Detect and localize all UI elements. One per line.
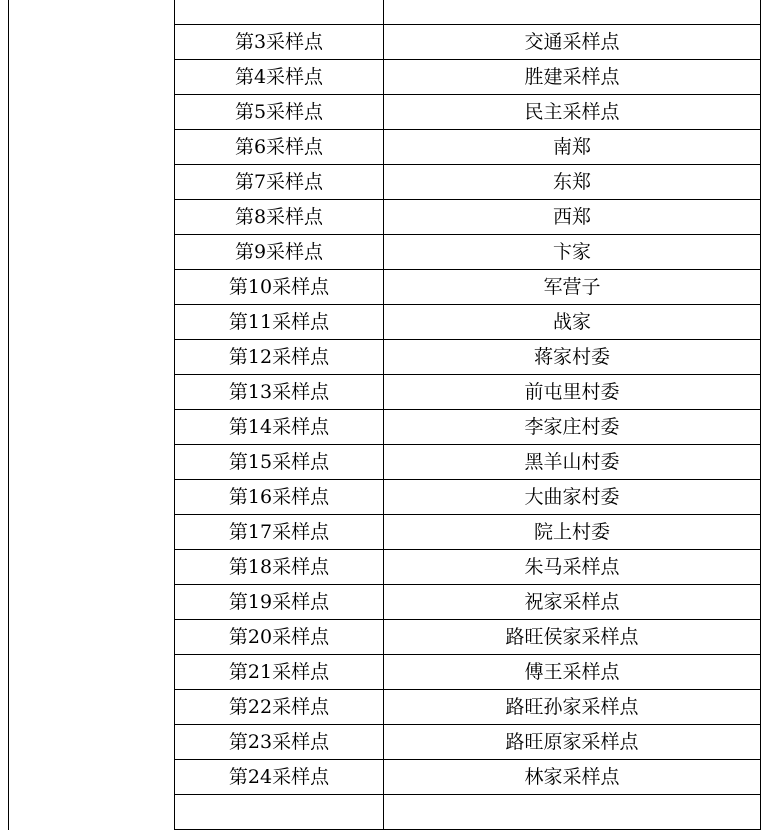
sampling-site-name-cell: 胜建采样点 — [384, 60, 761, 95]
sampling-site-name-cell: 卞家 — [384, 235, 761, 270]
sampling-point-index-cell: 第5采样点 — [175, 95, 384, 130]
left-blank-cell — [9, 690, 175, 725]
table-row — [9, 0, 761, 25]
table-row — [9, 130, 761, 165]
table-row — [9, 620, 761, 655]
table-row — [9, 725, 761, 760]
left-blank-cell — [9, 60, 175, 95]
left-blank-cell — [9, 410, 175, 445]
left-blank-cell — [9, 0, 175, 25]
left-blank-cell — [9, 795, 175, 830]
sampling-point-index-cell: 第19采样点 — [175, 585, 384, 620]
sampling-points-table-body — [9, 0, 761, 830]
sampling-site-name-cell: 战家 — [384, 305, 761, 340]
left-blank-cell — [9, 620, 175, 655]
table-row — [9, 655, 761, 690]
table-row — [9, 585, 761, 620]
sampling-point-index-cell: 第13采样点 — [175, 375, 384, 410]
sampling-point-index-cell: 第18采样点 — [175, 550, 384, 585]
sampling-site-name-cell: 东郑 — [384, 165, 761, 200]
sampling-point-index-cell: 第3采样点 — [175, 25, 384, 60]
left-blank-cell — [9, 585, 175, 620]
sampling-site-name-cell — [384, 0, 761, 25]
sampling-site-name-cell: 路旺侯家采样点 — [384, 620, 761, 655]
left-blank-cell — [9, 550, 175, 585]
table-row — [9, 340, 761, 375]
sampling-point-index-cell: 第14采样点 — [175, 410, 384, 445]
table-row — [9, 445, 761, 480]
sampling-points-table — [8, 0, 761, 830]
table-row — [9, 760, 761, 795]
sampling-site-name-cell: 交通采样点 — [384, 25, 761, 60]
sampling-site-name-cell: 蒋家村委 — [384, 340, 761, 375]
sampling-point-index-cell: 第7采样点 — [175, 165, 384, 200]
sampling-site-name-cell: 军营子 — [384, 270, 761, 305]
sampling-site-name-cell: 祝家采样点 — [384, 585, 761, 620]
table-row — [9, 480, 761, 515]
table-row — [9, 270, 761, 305]
sampling-point-index-cell: 第10采样点 — [175, 270, 384, 305]
sampling-site-name-cell: 朱马采样点 — [384, 550, 761, 585]
sampling-site-name-cell: 李家庄村委 — [384, 410, 761, 445]
left-blank-cell — [9, 725, 175, 760]
table-row — [9, 95, 761, 130]
left-blank-cell — [9, 25, 175, 60]
table-row — [9, 60, 761, 95]
left-blank-cell — [9, 95, 175, 130]
sampling-site-name-cell: 大曲家村委 — [384, 480, 761, 515]
sampling-point-index-cell: 第15采样点 — [175, 445, 384, 480]
table-row — [9, 25, 761, 60]
sampling-site-name-cell: 林家采样点 — [384, 760, 761, 795]
sampling-site-name-cell: 民主采样点 — [384, 95, 761, 130]
sampling-point-index-cell: 第6采样点 — [175, 130, 384, 165]
sampling-point-index-cell — [175, 795, 384, 830]
left-blank-cell — [9, 340, 175, 375]
table-row — [9, 235, 761, 270]
table-row — [9, 200, 761, 235]
sampling-site-name-cell: 南郑 — [384, 130, 761, 165]
sampling-point-index-cell: 第12采样点 — [175, 340, 384, 375]
sampling-site-name-cell: 黑羊山村委 — [384, 445, 761, 480]
sampling-point-index-cell: 第24采样点 — [175, 760, 384, 795]
table-row — [9, 305, 761, 340]
left-blank-cell — [9, 655, 175, 690]
sampling-point-index-cell: 第22采样点 — [175, 690, 384, 725]
sampling-site-name-cell: 院上村委 — [384, 515, 761, 550]
left-blank-cell — [9, 200, 175, 235]
left-blank-cell — [9, 305, 175, 340]
sampling-point-index-cell: 第20采样点 — [175, 620, 384, 655]
sampling-point-index-cell: 第8采样点 — [175, 200, 384, 235]
table-row — [9, 515, 761, 550]
left-blank-cell — [9, 760, 175, 795]
sampling-point-index-cell: 第16采样点 — [175, 480, 384, 515]
sampling-point-index-cell: 第4采样点 — [175, 60, 384, 95]
table-row — [9, 550, 761, 585]
left-blank-cell — [9, 235, 175, 270]
table-row — [9, 690, 761, 725]
left-blank-cell — [9, 515, 175, 550]
sampling-points-table-wrapper — [8, 0, 761, 830]
table-row — [9, 795, 761, 830]
table-row — [9, 165, 761, 200]
sampling-point-index-cell: 第11采样点 — [175, 305, 384, 340]
sampling-site-name-cell: 路旺原家采样点 — [384, 725, 761, 760]
left-blank-cell — [9, 480, 175, 515]
sampling-site-name-cell: 路旺孙家采样点 — [384, 690, 761, 725]
left-blank-cell — [9, 445, 175, 480]
sampling-point-index-cell: 第23采样点 — [175, 725, 384, 760]
sampling-point-index-cell: 第21采样点 — [175, 655, 384, 690]
left-blank-cell — [9, 130, 175, 165]
sampling-site-name-cell: 前屯里村委 — [384, 375, 761, 410]
sampling-site-name-cell: 傅王采样点 — [384, 655, 761, 690]
left-blank-cell — [9, 165, 175, 200]
sampling-site-name-cell — [384, 795, 761, 830]
table-row — [9, 375, 761, 410]
table-row — [9, 410, 761, 445]
left-blank-cell — [9, 270, 175, 305]
left-blank-cell — [9, 375, 175, 410]
sampling-point-index-cell: 第9采样点 — [175, 235, 384, 270]
sampling-site-name-cell: 西郑 — [384, 200, 761, 235]
sampling-point-index-cell: 第17采样点 — [175, 515, 384, 550]
sampling-point-index-cell — [175, 0, 384, 25]
